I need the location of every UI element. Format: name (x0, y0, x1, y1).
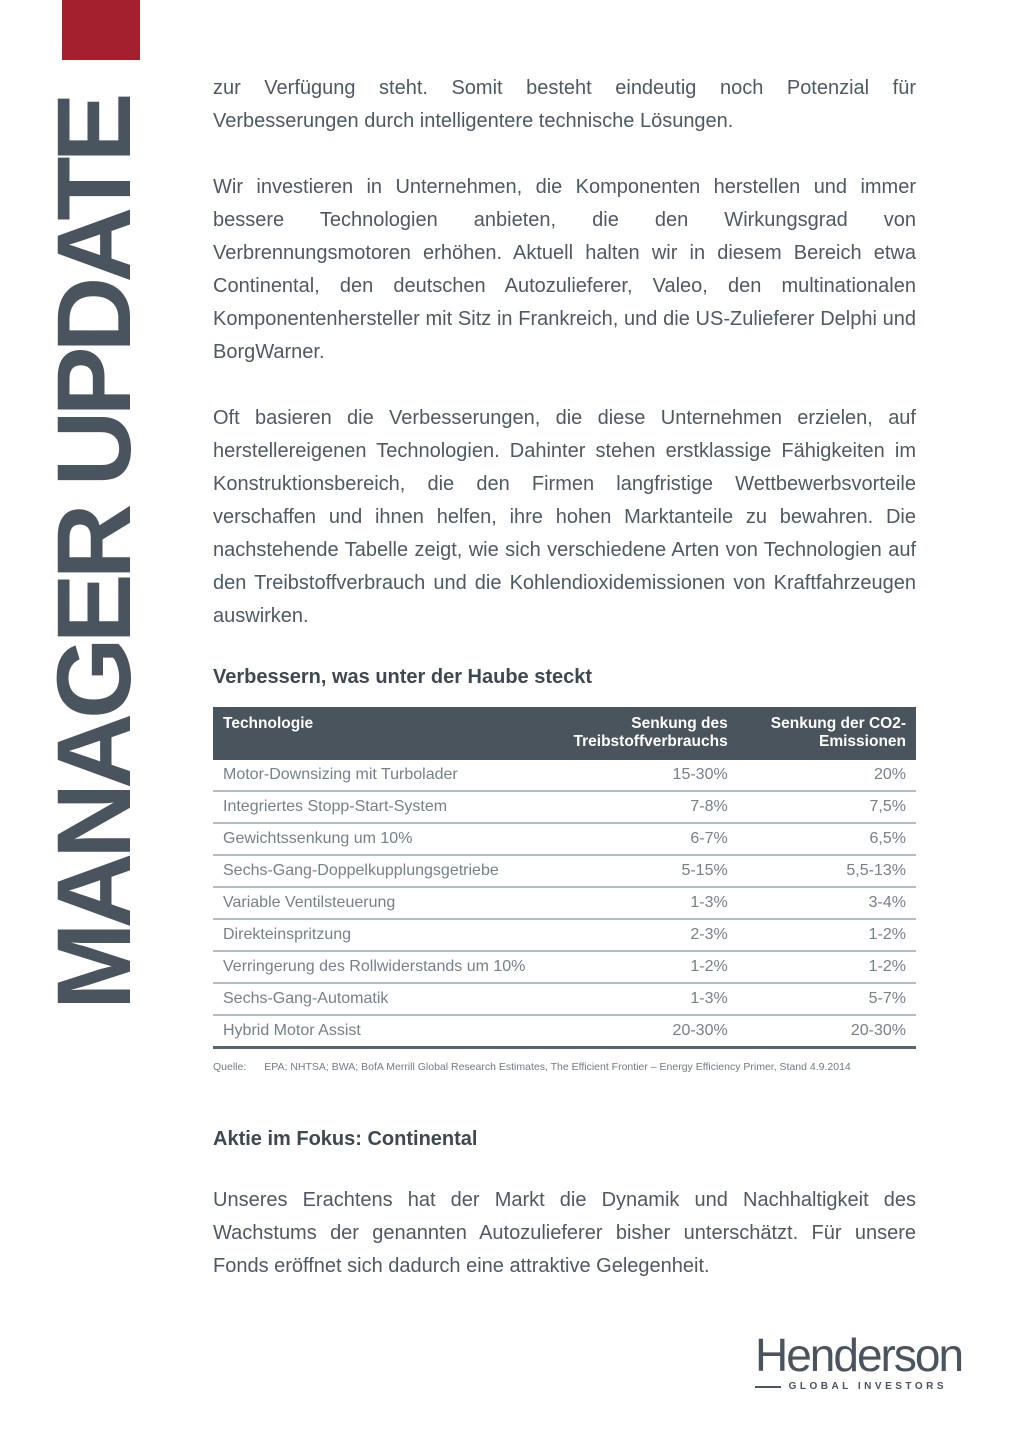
cell-treibstoffverbrauch: 5-15% (574, 855, 736, 887)
source-note (213, 1061, 916, 1073)
logo-name: Henderson (755, 1329, 963, 1381)
table-row (213, 919, 916, 951)
cell-co2-emissionen: 3-4% (736, 887, 916, 919)
cell-technologie: Variable Ventilsteuerung (213, 887, 574, 919)
logo-rule (755, 1386, 781, 1388)
paragraph-intro: zur Verfügung steht. Somit besteht eindeutig noch Potenzial für Verbesserungen durch intelligentere technische Lösungen. (213, 77, 916, 132)
cell-co2-emissionen: 7,5% (736, 791, 916, 823)
cell-treibstoffverbrauch: 1-2% (574, 951, 736, 983)
vertical-masthead-title: MANAGER UPDATE (36, 98, 153, 1010)
cell-technologie: Integriertes Stopp-Start-System (213, 791, 574, 823)
source-label: Quelle: (213, 1061, 247, 1073)
cell-co2-emissionen: 20-30% (850, 1022, 906, 1039)
cell-treibstoffverbrauch: 1-3% (574, 887, 736, 919)
column-header-co2-emissionen: Senkung der CO2-Emissionen (736, 707, 916, 760)
cell-technologie: Sechs-Gang-Automatik (213, 983, 574, 1015)
cell-co2-emissionen: 5-7% (736, 983, 916, 1015)
cell-co2-emissionen: 5,5-13% (736, 855, 916, 887)
paragraph-technologies: Oft basieren die Verbesserungen, die diese Unternehmen erzielen, auf herstellereigenen Technologien. Dahinter stehen erstklassige Fähigkeiten im Konstruktionsbereich, die den Firmen langfristige Wettbewerbsvorteile verschaffen und ihnen helfen, ihre hohen Marktanteile zu bewahren. Die nachstehende Tabelle zeigt, wie sich verschiedene Arten von Technologien auf den Treibstoffverbrauch und die Kohlendioxidemissionen von Kraftfahrzeugen auswirken. (213, 407, 916, 627)
cell-technologie: Verringerung des Rollwiderstands um 10% (213, 951, 574, 983)
henderson-logo (755, 1329, 963, 1392)
logo-tagline: GLOBAL INVESTORS (788, 1381, 947, 1392)
table-header (213, 707, 916, 760)
cell-treibstoffverbrauch: 6-7% (574, 823, 736, 855)
cell-co2-emissionen: 1-2% (736, 951, 916, 983)
technology-table (213, 707, 916, 1049)
column-header-technologie: Technologie (213, 707, 574, 760)
paragraph-investments: Wir investieren in Unternehmen, die Komponenten herstellen und immer bessere Technologien anbieten, die den Wirkungsgrad von Verbrennungsmotoren erhöhen. Aktuell halten wir in diesem Bereich etwa Continental, den deutschen Autozulieferer, Valeo, den multinationalen Komponentenhersteller mit Sitz in Frankreich, und die US-Zulieferer Delphi und BorgWarner. (213, 176, 916, 363)
cell-technologie: Gewichtssenkung um 10% (213, 823, 574, 855)
table-row (213, 951, 916, 983)
cell-treibstoffverbrauch: 7-8% (574, 791, 736, 823)
main-content (213, 72, 916, 1316)
paragraph-closing: Unseres Erachtens hat der Markt die Dynamik und Nachhaltigkeit des Wachstums der genannten Autozulieferer bisher unterschätzt. Für unsere Fonds eröffnet sich dadurch eine attraktive Gelegenheit. (213, 1189, 916, 1277)
table-row (213, 760, 916, 791)
accent-square (62, 0, 140, 60)
table-row (213, 791, 916, 823)
table-row (213, 887, 916, 919)
table-row (213, 983, 916, 1015)
cell-co2-emissionen: 20% (736, 760, 916, 791)
table-row (213, 855, 916, 887)
cell-technologie: Sechs-Gang-Doppelkupplungsgetriebe (213, 855, 574, 887)
cell-technologie: Hybrid Motor Assist (223, 1022, 361, 1039)
table-title: Verbessern, was unter der Haube steckt (213, 666, 593, 688)
logo-subline (755, 1381, 947, 1392)
table-row (213, 823, 916, 855)
cell-treibstoffverbrauch: 1-3% (574, 983, 736, 1015)
cell-treibstoffverbrauch: 2-3% (574, 919, 736, 951)
cell-technologie: Motor-Downsizing mit Turbolader (213, 760, 574, 791)
table-body (213, 760, 916, 1048)
focus-heading: Aktie im Fokus: Continental (213, 1128, 478, 1150)
cell-treibstoffverbrauch: 15-30% (574, 760, 736, 791)
cell-co2-emissionen: 1-2% (736, 919, 916, 951)
source-text: EPA; NHTSA; BWA; BofA Merrill Global Research Estimates, The Efficient Frontier – Energy Efficiency Primer, Stand 4.9.2014 (264, 1061, 851, 1073)
table-row (213, 1015, 916, 1048)
cell-technologie: Direkteinspritzung (213, 919, 574, 951)
column-header-treibstoffverbrauch: Senkung des Treibstoffverbrauchs (574, 707, 736, 760)
table-header-row (213, 707, 916, 760)
cell-co2-emissionen: 6,5% (736, 823, 916, 855)
cell-treibstoffverbrauch: 20-30% (672, 1022, 728, 1039)
